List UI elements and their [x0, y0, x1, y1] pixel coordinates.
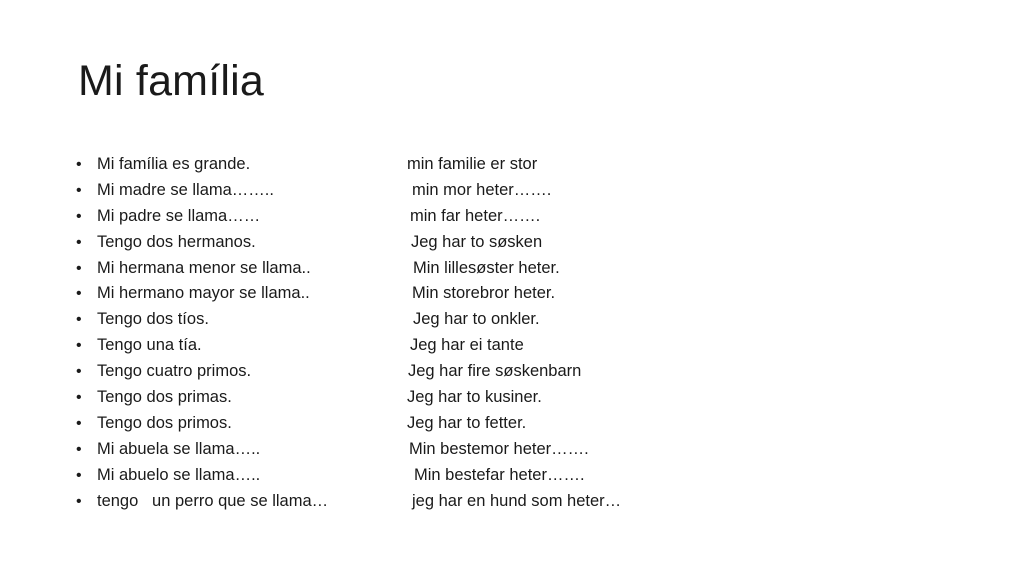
- spanish-phrase: Tengo dos hermanos.: [97, 232, 256, 251]
- spanish-phrase: Mi padre se llama……: [97, 206, 261, 225]
- norwegian-phrase: Min bestemor heter…….: [409, 439, 589, 458]
- bullet-icon: •: [76, 259, 82, 277]
- spanish-phrase: Tengo dos primas.: [97, 388, 232, 407]
- bullet-icon: •: [76, 311, 82, 329]
- bullet-icon: •: [76, 285, 82, 303]
- spanish-phrase: Mi hermana menor se llama..: [97, 258, 311, 277]
- bullet-icon: •: [76, 440, 82, 458]
- spanish-phrase: Mi abuela se llama…..: [97, 439, 261, 458]
- norwegian-phrase: Jeg har to kusiner.: [407, 388, 542, 407]
- bullet-icon: •: [76, 389, 82, 407]
- bullet-icon: •: [76, 233, 82, 251]
- norwegian-phrase: jeg har en hund som heter…: [412, 491, 622, 510]
- spanish-phrase: Mi abuelo se llama…..: [97, 465, 261, 484]
- norwegian-phrase: Jeg har to onkler.: [413, 310, 540, 329]
- spanish-phrase: Tengo dos tíos.: [97, 310, 209, 329]
- norwegian-phrase: Jeg har to fetter.: [407, 413, 527, 432]
- bullet-icon: •: [76, 492, 82, 510]
- bullet-icon: •: [76, 181, 82, 199]
- norwegian-phrase: Min bestefar heter…….: [414, 465, 585, 484]
- spanish-phrase: Mi família es grande.: [97, 155, 251, 173]
- spanish-phrase: tengo un perro que se llama…: [97, 491, 329, 510]
- bullet-icon: •: [76, 363, 82, 381]
- norwegian-phrase: min mor heter…….: [412, 180, 552, 199]
- spanish-phrase: Tengo una tía.: [97, 336, 202, 355]
- spanish-phrase: Mi madre se llama……..: [97, 180, 274, 199]
- bullet-icon: •: [76, 414, 82, 432]
- norwegian-phrase: Jeg har fire søskenbarn: [408, 362, 582, 381]
- norwegian-phrase: min far heter…….: [410, 206, 541, 225]
- norwegian-phrase: Min storebror heter.: [412, 284, 556, 303]
- slide-title: Mi família: [78, 57, 264, 105]
- norwegian-phrase: Jeg har to søsken: [411, 232, 543, 251]
- bullet-icon: •: [76, 337, 82, 355]
- spanish-phrase: Tengo dos primos.: [97, 413, 232, 432]
- norwegian-phrase: Jeg har ei tante: [410, 336, 524, 355]
- bullet-icon: •: [76, 156, 82, 173]
- spanish-phrase: Mi hermano mayor se llama..: [97, 284, 310, 303]
- norwegian-phrase: Min lillesøster heter.: [413, 258, 560, 277]
- norwegian-phrase: min familie er stor: [407, 155, 538, 173]
- bullet-icon: •: [76, 466, 82, 484]
- spanish-phrase: Tengo cuatro primos.: [97, 362, 252, 381]
- bullet-icon: •: [76, 207, 82, 225]
